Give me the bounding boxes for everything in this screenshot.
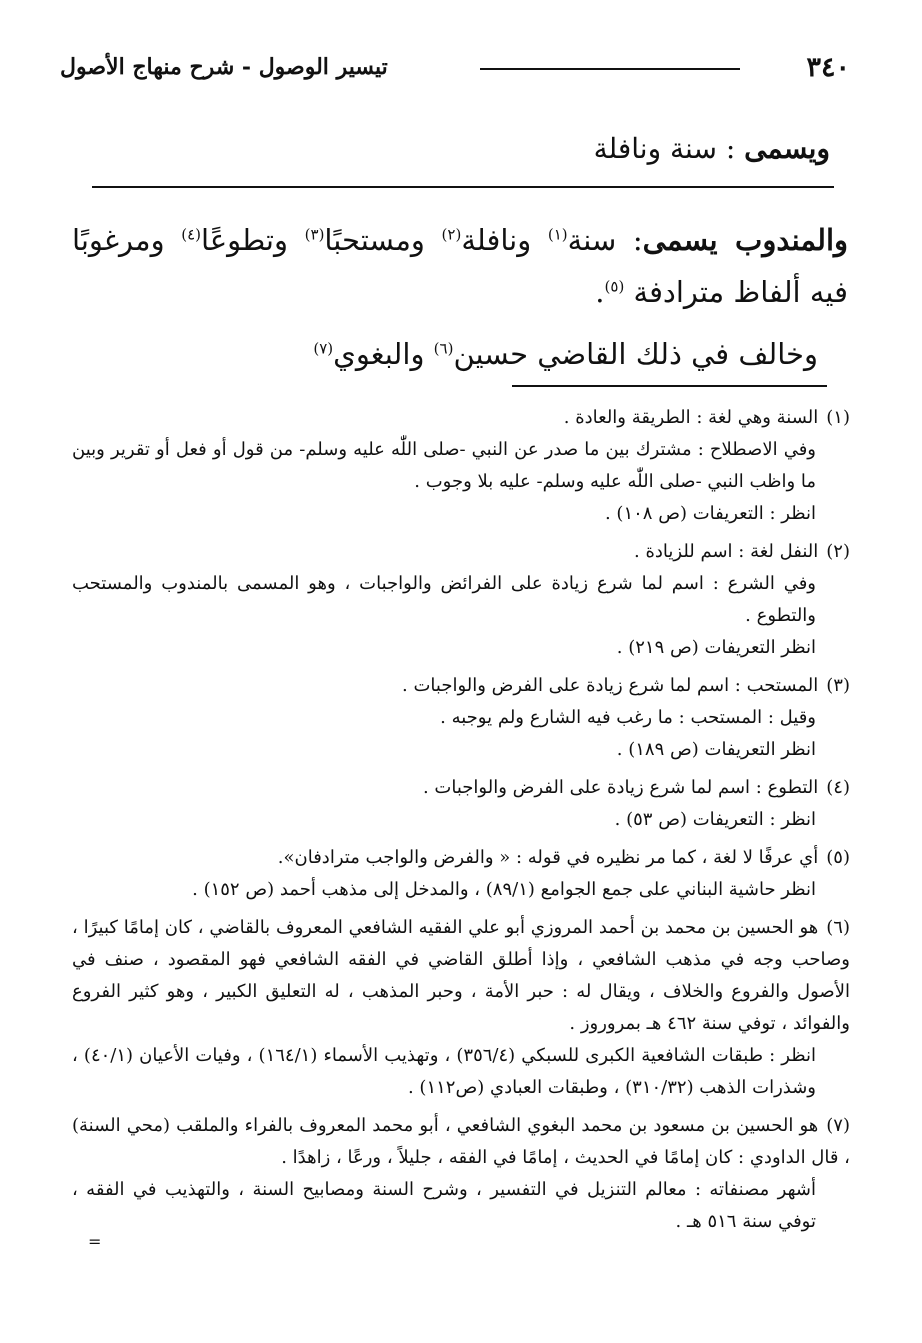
footnote-marker: (٤) [181,225,202,244]
footnote-number: (٢) [826,541,850,562]
footnote-text: السنة وهي لغة : الطريقة والعادة . [563,407,819,428]
footnote-7 [72,1110,850,1238]
header-rule [480,68,740,70]
main-text [72,214,848,380]
footnote-marker: (٦) [433,339,454,358]
footnote-number: (٦) [826,917,850,938]
continuation-mark: = [88,1232,102,1251]
main-text-span: : سنة [567,223,643,257]
footnote-text: وقيل : المستحب : ما رغب فيه الشارع ولم يوجبه . [440,707,816,728]
footnote-text: انظر التعريفات (ص ٢١٩) . [616,637,816,658]
main-text-span: ونافلة [461,223,548,257]
main-text-span: ومستحبًا [324,223,442,257]
footnote-line [72,772,850,804]
running-header [60,52,850,88]
footnote-number: (٥) [826,847,850,868]
main-text-span: ومرغوبًا فيه ألفاظ مترادفة [72,223,848,309]
footnote-number: (٧) [826,1115,850,1136]
footnote-text: أشهر مصنفاته : معالم التنزيل في التفسير ، وشرح السنة ومصابيح السنة ، والتهذيب في الفقه ، توفي سنة ٥١٦ هـ . [72,1179,816,1232]
main-lead: والمندوب يسمى [642,223,849,257]
book-title: تيسير الوصول - شرح منهاج الأصول [60,54,388,80]
footnote-line [72,842,850,874]
footnote-text: هو الحسين بن مسعود بن محمد البغوي الشافعي ، أبو محمد المعروف بالفراء والملقب (محي السنة) ، قال الداودي : كان إمامًا في الحديث ، إمامًا في الفقه ، جليلاً ، ورعًا ، زاهدًا . [72,1115,850,1168]
main-text-span: . [595,275,605,309]
footnote-number: (١) [826,407,850,428]
main-paragraph-1 [72,214,848,318]
footnote-text: أي عرفًا لا لغة ، كما مر نظيره في قوله : « والفرض والواجب مترادفان». [277,847,819,868]
matn-label: ويسمى [744,132,830,165]
footnote-text: انظر التعريفات (ص ١٨٩) . [616,739,816,760]
footnote-line [72,402,850,434]
footnote-number: (٣) [826,675,850,696]
main-paragraph-2 [72,328,848,380]
matn-text: : سنة ونافلة [593,132,745,165]
footnote-6 [72,912,850,1104]
footnote-text: النفل لغة : اسم للزيادة . [634,541,819,562]
footnote-marker: (٢) [441,225,462,244]
footnote-text: انظر حاشية البناني على جمع الجوامع (٨٩/١) ، والمدخل إلى مذهب أحمد (ص ١٥٢) . [192,879,816,900]
footnote-line [72,536,850,568]
main-text-span: وتطوعًا [201,223,305,257]
footnote-line [72,670,850,702]
footnote-3 [72,670,850,766]
matn-rule [92,186,834,188]
matn-line [594,132,830,165]
main-text-span: وخالف في ذلك القاضي حسين [453,337,818,371]
page-number: ٣٤٠ [806,52,850,83]
footnote-5 [72,842,850,906]
footnote-separator [512,385,827,387]
footnote-2 [72,536,850,664]
footnote-line [72,912,850,1040]
footnotes [72,402,850,1244]
main-text-span: والبغوي [333,337,434,371]
footnote-marker: (١) [547,225,568,244]
footnote-text: التطوع : اسم لما شرع زيادة على الفرض والواجبات . [422,777,819,798]
footnote-text: انظر : طبقات الشافعية الكبرى للسبكي (٣٥٦/٤) ، وتهذيب الأسماء (١٦٤/١) ، وفيات الأعيان (٤٠/١) ، وشذرات الذهب (٣١٠/٣٢) ، وطبقات العبادي (ص١١٢) . [72,1045,817,1098]
footnote-text: وفي الاصطلاح : مشترك بين ما صدر عن النبي -صلى اللّٰه عليه وسلم- من قول أو فعل أو تقرير وبين ما واظب النبي -صلى اللّٰه عليه وسلم- عليه بلا وجوب . [72,439,816,492]
footnote-text: وفي الشرع : اسم لما شرع زيادة على الفرائض والواجبات ، وهو المسمى بالمندوب والمستحب والتطوع . [72,573,816,626]
footnote-marker: (٥) [604,277,625,296]
footnote-text: انظر : التعريفات (ص ٥٣) . [614,809,816,830]
footnote-line [72,1110,850,1174]
footnote-text: هو الحسين بن محمد بن أحمد المروزي أبو علي الفقيه الشافعي المعروف بالقاضي ، كان إمامًا كبيرًا ، وصاحب وجه في مذهب الشافعي ، وإذا أطلق القاضي في الفقه الشافعي فهو المقصود ، صنف في الأصول والفروع والخلاف ، ويقال له : حبر الأمة ، وحبر المذهب ، له التعليق الكبير ، وهو كثير الفروع والفوائد ، توفي سنة ٤٦٢ هـ بمروروز . [72,917,850,1034]
footnote-4 [72,772,850,836]
footnote-text: المستحب : اسم لما شرع زيادة على الفرض والواجبات . [402,675,819,696]
footnote-number: (٤) [826,777,850,798]
footnote-marker: (٣) [304,225,325,244]
footnote-1 [72,402,850,530]
footnote-marker: (٧) [313,339,334,358]
footnote-text: انظر : التعريفات (ص ١٠٨) . [604,503,816,524]
